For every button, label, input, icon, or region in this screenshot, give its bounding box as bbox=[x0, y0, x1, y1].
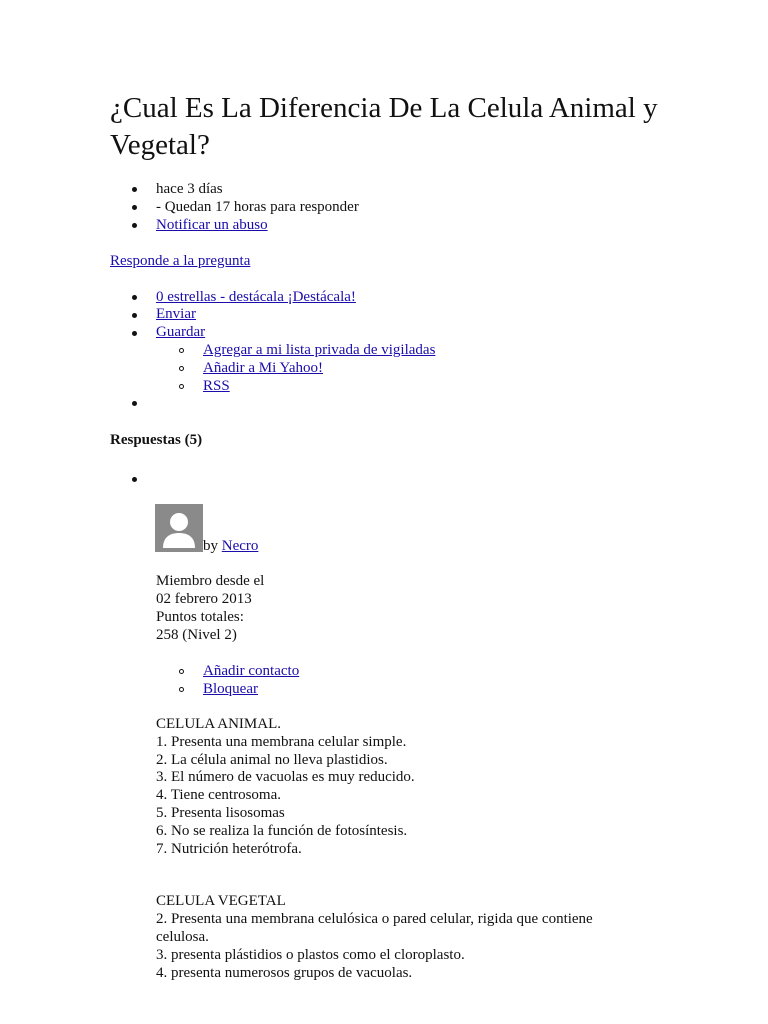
add-contact-link[interactable]: Añadir contacto bbox=[203, 663, 300, 679]
bullet bbox=[132, 205, 137, 210]
report-abuse-link[interactable]: Notificar un abuso bbox=[156, 217, 268, 233]
bullet bbox=[132, 223, 137, 228]
star-link[interactable]: 0 estrellas - destácala ¡Destácala! bbox=[156, 289, 356, 305]
add-watchlist-link[interactable]: Agregar a mi lista privada de vigiladas bbox=[203, 342, 436, 358]
member-since-date: 02 febrero 2013 bbox=[156, 591, 252, 607]
question-title: ¿Cual Es La Diferencia De La Celula Animal y Vegetal? bbox=[110, 92, 658, 161]
respond-link[interactable]: Responde a la pregunta bbox=[110, 253, 251, 269]
points-label: Puntos totales: bbox=[156, 609, 244, 625]
by-label: by bbox=[203, 538, 218, 554]
animal-point: 1. Presenta una membrana celular simple. bbox=[156, 734, 407, 750]
save-link[interactable]: Guardar bbox=[156, 324, 206, 340]
question-time: hace 3 días bbox=[156, 181, 223, 197]
rss-link[interactable]: RSS bbox=[203, 378, 230, 394]
sub-bullet bbox=[179, 348, 184, 353]
member-since-label: Miembro desde el bbox=[156, 573, 265, 589]
vegetal-point: 4. presenta numerosos grupos de vacuolas. bbox=[156, 965, 413, 981]
animal-point: 5. Presenta lisosomas bbox=[156, 805, 285, 821]
answers-heading: Respuestas (5) bbox=[110, 432, 203, 448]
vegetal-point: 2. Presenta una membrana celulósica o pared celular, rigida que contiene celulosa. bbox=[156, 911, 593, 945]
sub-bullet bbox=[179, 687, 184, 692]
vegetal-point: 3. presenta plástidios o plastos como el cloroplasto. bbox=[156, 947, 465, 963]
animal-point: 2. La célula animal no lleva plastidios. bbox=[156, 752, 388, 768]
vegetal-cell-title: CELULA VEGETAL bbox=[156, 893, 286, 909]
bullet bbox=[132, 313, 137, 318]
bullet bbox=[132, 477, 137, 482]
author-link[interactable]: Necro bbox=[221, 538, 259, 554]
animal-point: 7. Nutrición heterótrofa. bbox=[156, 841, 302, 857]
answer-author-line bbox=[203, 537, 258, 555]
sub-bullet bbox=[179, 669, 184, 674]
question-time-left: - Quedan 17 horas para responder bbox=[156, 199, 359, 215]
animal-point: 3. El número de vacuolas es muy reducido. bbox=[156, 769, 415, 785]
bullet bbox=[132, 331, 137, 336]
send-link[interactable]: Enviar bbox=[156, 306, 196, 322]
sub-bullet bbox=[179, 366, 184, 371]
points-value: 258 (Nivel 2) bbox=[156, 627, 237, 643]
animal-cell-title: CELULA ANIMAL. bbox=[156, 716, 281, 732]
animal-point: 4. Tiene centrosoma. bbox=[156, 787, 281, 803]
user-avatar-icon[interactable] bbox=[155, 504, 203, 552]
bullet bbox=[132, 401, 137, 406]
animal-point: 6. No se realiza la función de fotosíntesis. bbox=[156, 823, 408, 839]
block-link[interactable]: Bloquear bbox=[203, 681, 258, 697]
bullet bbox=[132, 187, 137, 192]
sub-bullet bbox=[179, 384, 184, 389]
add-my-yahoo-link[interactable]: Añadir a Mi Yahoo! bbox=[203, 360, 323, 376]
bullet bbox=[132, 295, 137, 300]
